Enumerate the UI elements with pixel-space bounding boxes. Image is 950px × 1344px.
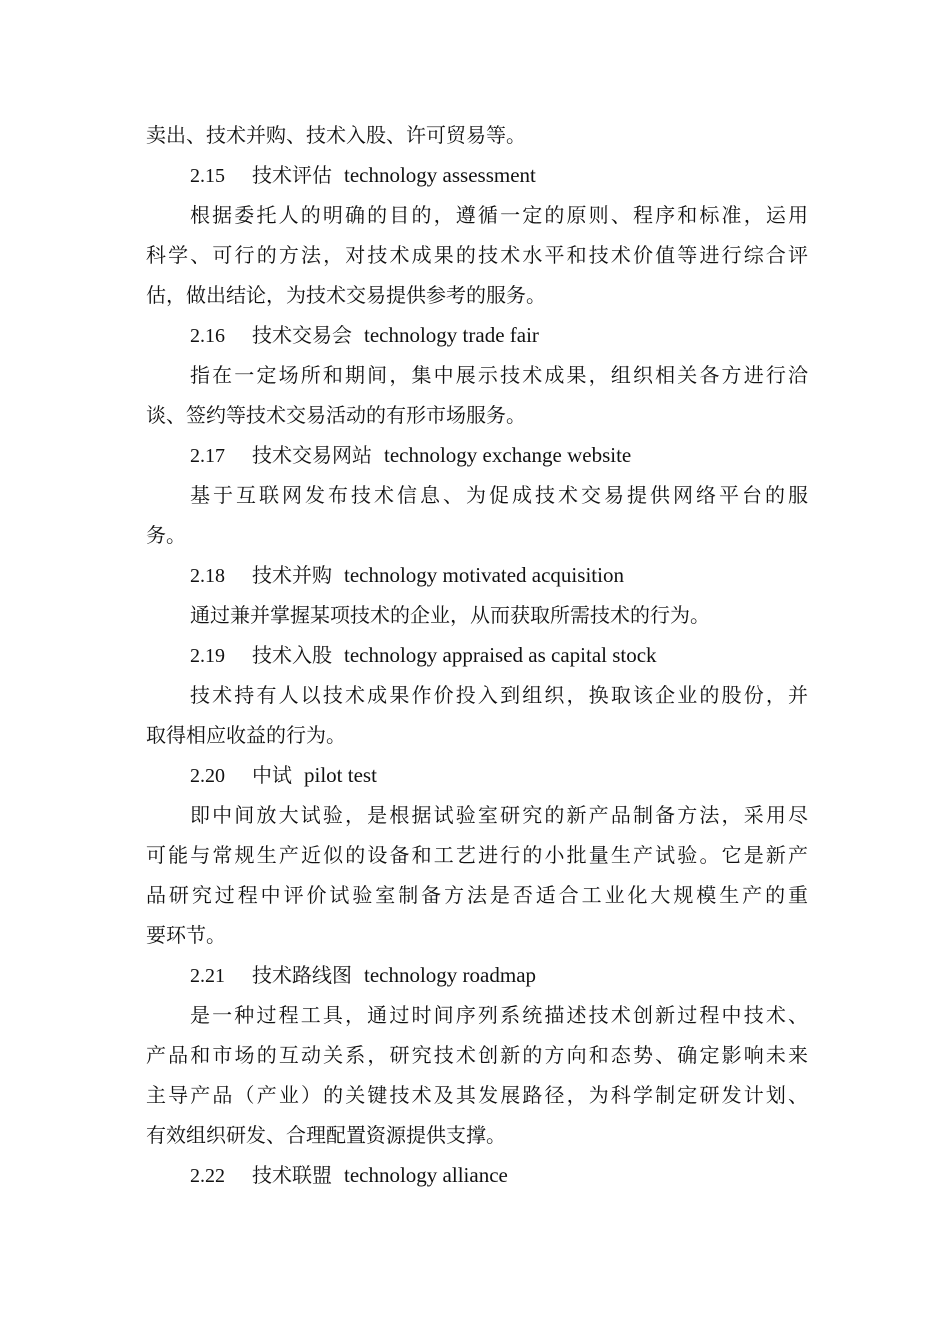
paragraph-line: 即中间放大试验，是根据试验室研究的新产品制备方法，采用尽: [190, 803, 808, 827]
paragraph-line: 通过兼并掌握某项技术的企业，从而获取所需技术的行为。: [190, 603, 710, 627]
paragraph-line: 是一种过程工具，通过时间序列系统描述技术创新过程中技术、: [190, 1003, 808, 1027]
paragraph-line: 基于互联网发布技术信息、为促成技术交易提供网络平台的服: [190, 483, 808, 507]
term-heading-2-15: [190, 155, 808, 195]
term-heading-2-17: [190, 435, 808, 475]
term-english: technology alliance: [344, 1163, 508, 1187]
term-chinese: 技术交易会: [252, 323, 352, 347]
term-english: technology assessment: [344, 163, 536, 187]
term-chinese: 技术入股: [252, 643, 332, 667]
paragraph-line: 指在一定场所和期间，集中展示技术成果，组织相关各方进行洽: [190, 363, 808, 387]
term-chinese: 技术并购: [252, 563, 332, 587]
paragraph-line: 要环节。: [146, 923, 226, 947]
paragraph-line: 产品和市场的互动关系，研究技术创新的方向和态势、确定影响未来: [146, 1043, 808, 1067]
term-number: 2.20: [190, 765, 225, 787]
term-heading-2-16: [190, 315, 808, 355]
paragraph-line: 卖出、技术并购、技术入股、许可贸易等。: [146, 123, 526, 147]
term-heading-2-21: [190, 955, 808, 995]
term-heading-2-20: [190, 755, 808, 795]
term-chinese: 技术交易网站: [252, 443, 372, 467]
term-heading-2-18: [190, 555, 808, 595]
paragraph-line: 估，做出结论，为技术交易提供参考的服务。: [146, 283, 546, 307]
paragraph-line: 有效组织研发、合理配置资源提供支撑。: [146, 1123, 506, 1147]
paragraph-line: 可能与常规生产近似的设备和工艺进行的小批量生产试验。它是新产: [146, 843, 808, 867]
paragraph-line: 务。: [146, 523, 186, 547]
term-number: 2.18: [190, 565, 225, 587]
term-number: 2.22: [190, 1165, 225, 1187]
term-chinese: 技术评估: [252, 163, 332, 187]
term-english: technology appraised as capital stock: [344, 643, 657, 667]
term-chinese: 技术路线图: [252, 963, 352, 987]
paragraph-line: 科学、可行的方法，对技术成果的技术水平和技术价值等进行综合评: [146, 243, 808, 267]
term-english: technology exchange website: [384, 443, 632, 467]
paragraph-line: 技术持有人以技术成果作价投入到组织，换取该企业的股份，并: [190, 683, 808, 707]
paragraph-line: 根据委托人的明确的目的，遵循一定的原则、程序和标准，运用: [190, 203, 808, 227]
term-number: 2.19: [190, 645, 225, 667]
paragraph-line: 谈、签约等技术交易活动的有形市场服务。: [146, 403, 526, 427]
term-english: technology motivated acquisition: [344, 563, 624, 587]
term-number: 2.15: [190, 165, 225, 187]
paragraph-line: 取得相应收益的行为。: [146, 723, 346, 747]
term-english: pilot test: [304, 763, 377, 787]
term-english: technology trade fair: [364, 323, 539, 347]
term-heading-2-19: [190, 635, 808, 675]
paragraph-line: 品研究过程中评价试验室制备方法是否适合工业化大规模生产的重: [146, 883, 808, 907]
term-chinese: 中试: [252, 763, 292, 787]
term-number: 2.16: [190, 325, 225, 347]
term-heading-2-22: [190, 1155, 808, 1195]
term-number: 2.21: [190, 965, 225, 987]
paragraph-line: 主导产品（产业）的关键技术及其发展路径，为科学制定研发计划、: [146, 1083, 808, 1107]
term-english: technology roadmap: [364, 963, 537, 987]
term-chinese: 技术联盟: [252, 1163, 332, 1187]
term-number: 2.17: [190, 445, 225, 467]
